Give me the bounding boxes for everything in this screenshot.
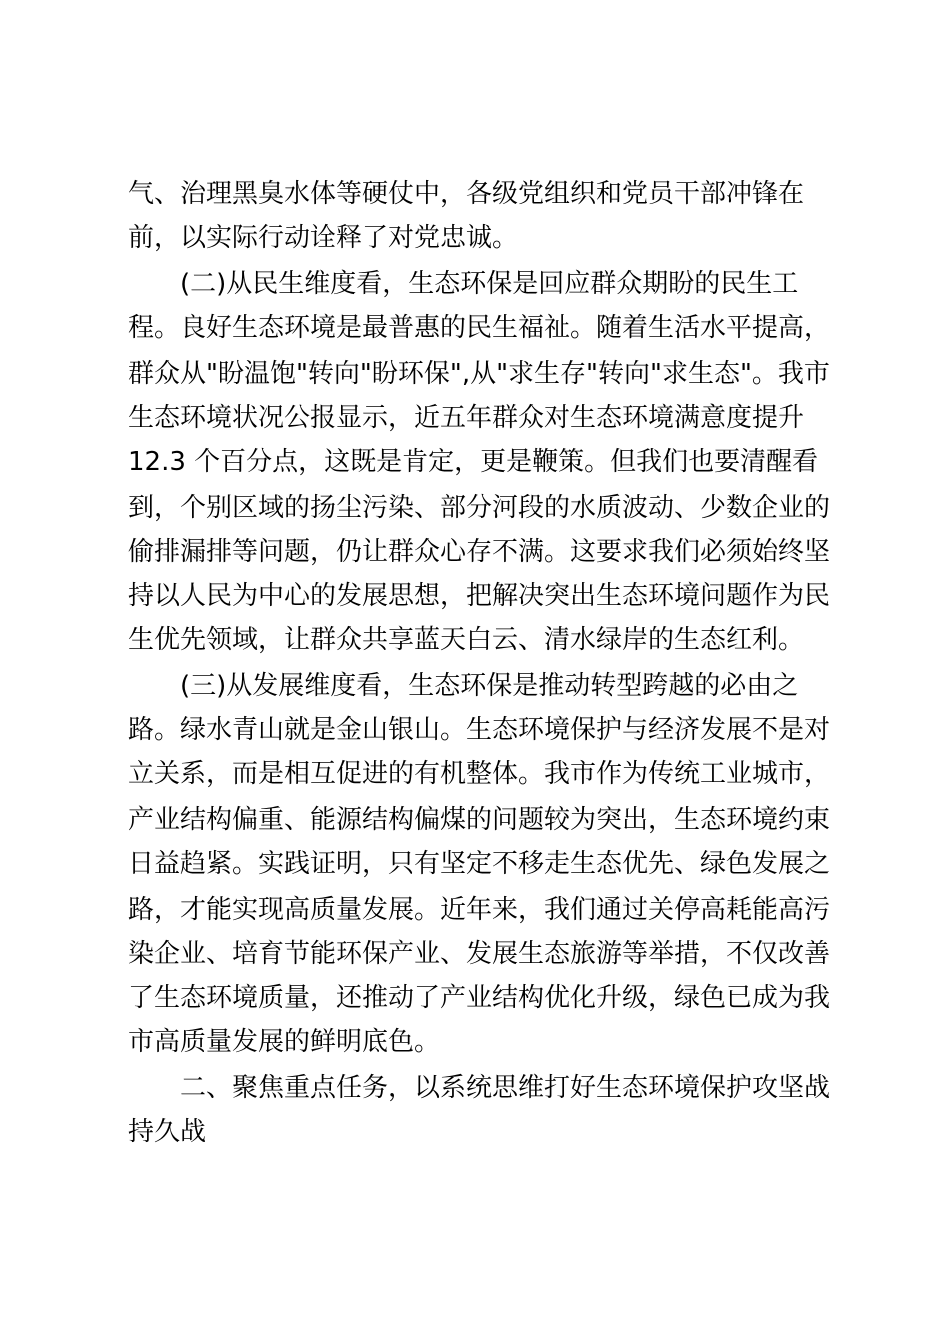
text-line: 群众从"盼温饱"转向"盼环保",从"求生存"转向"求生态"。我市 [128, 359, 830, 389]
text-line: 路。绿水青山就是金山银山。生态环境保护与经济发展不是对 [128, 715, 831, 745]
text-line: 染企业、培育节能环保产业、发展生态旅游等举措，不仅改善 [128, 939, 831, 969]
text-line: 程。良好生态环境是最普惠的民生福祉。随着生活水平提高， [128, 313, 831, 343]
text-line: 路，才能实现高质量发展。近年来，我们通过关停高耗能高污 [128, 895, 831, 925]
text-line: 到，个别区域的扬尘污染、部分河段的水质波动、少数企业的 [128, 493, 831, 523]
text-line: 产业结构偏重、能源结构偏煤的问题较为突出，生态环境约束 [128, 805, 831, 835]
section-heading-line: 二、聚焦重点任务，以系统思维打好生态环境保护攻坚战 [180, 1073, 831, 1103]
text-line: 生优先领域，让群众共享蓝天白云、清水绿岸的生态红利。 [128, 625, 805, 655]
text-line: 日益趋紧。实践证明，只有坚定不移走生态优先、绿色发展之 [128, 849, 831, 879]
text-line: 生态环境状况公报显示，近五年群众对生态环境满意度提升 [128, 403, 805, 433]
text-line: 市高质量发展的鲜明底色。 [128, 1027, 441, 1057]
section-heading-line: 持久战 [128, 1117, 207, 1147]
paragraph-heading-line: (二)从民生维度看，生态环保是回应群众期盼的民生工 [180, 269, 799, 299]
text-line: 了生态环境质量，还推动了产业结构优化升级，绿色已成为我 [128, 983, 831, 1013]
text-line: 12.3 个百分点，这既是肯定，更是鞭策。但我们也要清醒看 [128, 447, 819, 477]
text-line: 前，以实际行动诠释了对党忠诚。 [128, 223, 519, 253]
text-line: 立关系，而是相互促进的有机整体。我市作为传统工业城市， [128, 759, 831, 789]
paragraph-heading-line: (三)从发展维度看，生态环保是推动转型跨越的必由之 [180, 671, 799, 701]
text-line: 偷排漏排等问题，仍让群众心存不满。这要求我们必须始终坚 [128, 537, 831, 567]
text-line: 气、治理黑臭水体等硬仗中，各级党组织和党员干部冲锋在 [128, 179, 805, 209]
text-line: 持以人民为中心的发展思想，把解决突出生态环境问题作为民 [128, 581, 831, 611]
